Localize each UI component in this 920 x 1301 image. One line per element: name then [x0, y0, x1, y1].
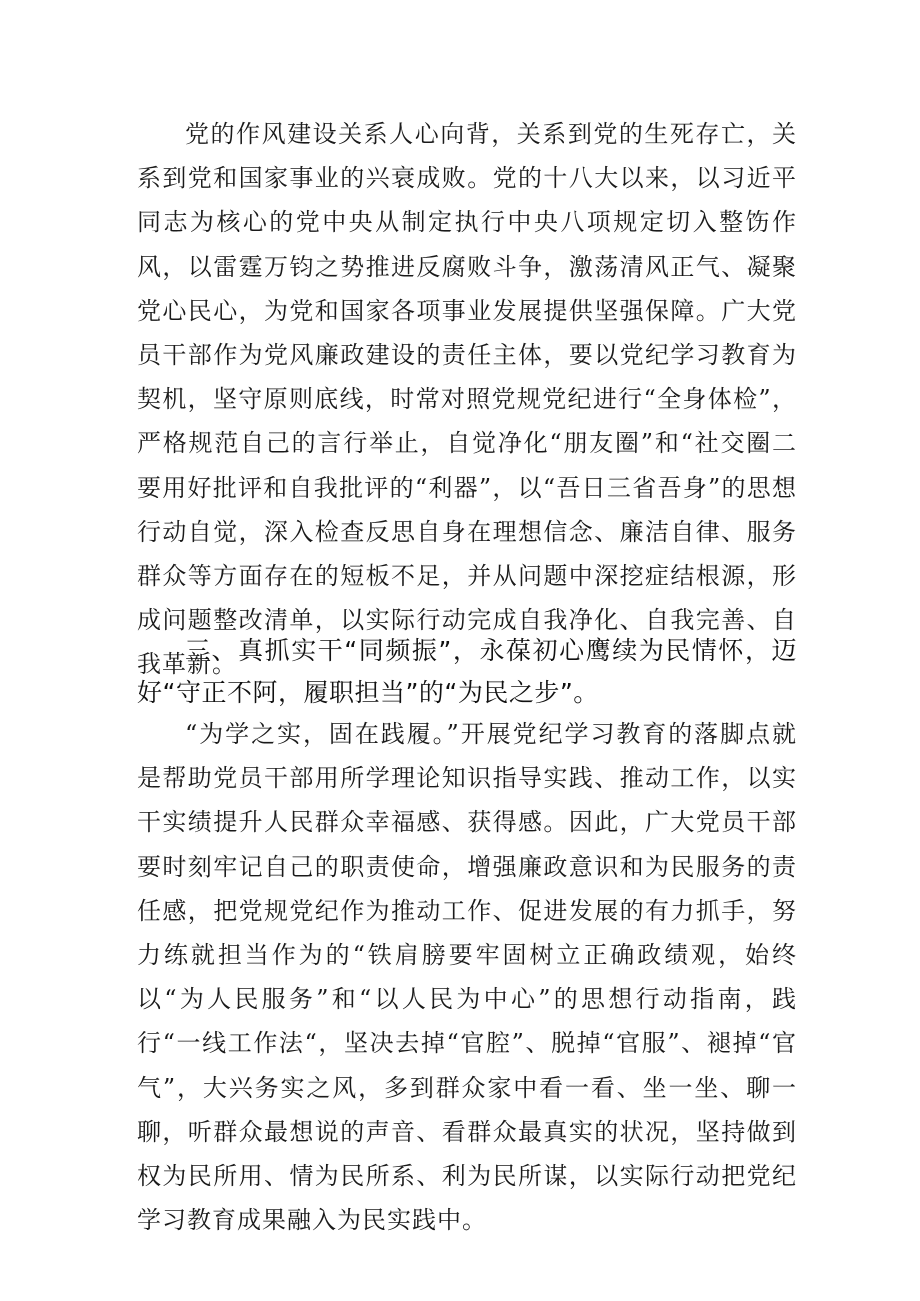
body-paragraph-2: “为学之实，固在践履。”开展党纪学习教育的落脚点就是帮助党员干部用所学理论知识指导实践、推动工作，以实干实绩提升人民群众幸福感、获得感。因此，广大党员干部要时刻牢记自己的职责使命，增强廉政意识和为民服务的责任感，把党规党纪作为推动工作、促进发展的有力抓手，努力练就担当作为的“铁肩膀要牢固树立正确政绩观，始终以“为人民服务”和“以人民为中心”的思想行动指南，践行“一线工作法“，坚决去掉“官腔”、脱掉“官服”、褪掉“官气”，大兴务实之风，多到群众家中看一看、坐一坐、聊一聊，听群众最想说的声音、看群众最真实的状况，坚持做到权为民所用、情为民所系、利为民所谋，以实际行动把党纪学习教育成果融入为民实践中。	[137, 720, 797, 1235]
body-paragraph-1: 党的作风建设关系人心向背，关系到党的生死存亡，关系到党和国家事业的兴衰成败。党的十八大以来，以习近平同志为核心的党中央从制定执行中央八项规定切入整饬作风，以雷霆万钧之势推进反腐败斗争，激荡清风正气、凝聚党心民心，为党和国家各项事业发展提供坚强保障。广大党员干部作为党风廉政建设的责任主体，要以党纪学习教育为契机，坚守原则底线，时常对照党规党纪进行“全身体检”，严格规范自己的言行举止，自觉净化“朋友圈”和“社交圈二要用好批评和自我批评的“利器”，以“吾日三省吾身”的思想行动自觉，深入检查反思自身在理想信念、廉洁自律、服务群众等方面存在的短板不足，并从问题中深挖症结根源，形成问题整改清单，以实际行动完成自我净化、自我完善、自我革新。	[137, 120, 797, 679]
section-heading-3: 三、真抓实干“同频振”，永葆初心鹰续为民情怀，迈好“守正不阿，履职担当”的“为民之步”。	[137, 636, 797, 707]
